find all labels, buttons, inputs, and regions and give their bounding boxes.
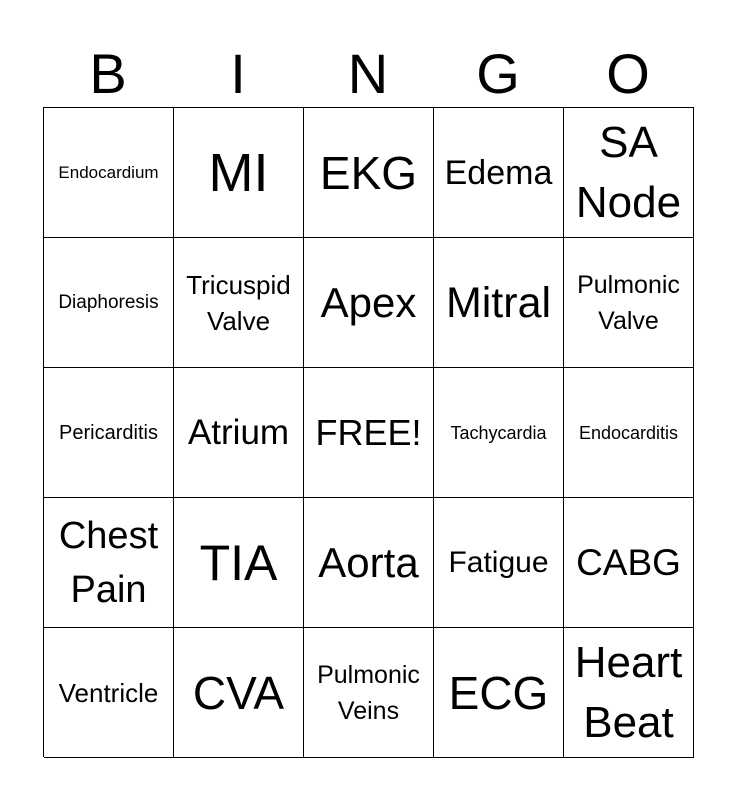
cell-text: CVA (192, 666, 285, 719)
cell-text: Mitral (445, 278, 552, 327)
header-letter-o: O (606, 42, 650, 105)
cell-text: Pericarditis (59, 421, 158, 444)
bingo-cell free-space (304, 368, 434, 498)
bingo-cell (174, 238, 304, 368)
cell-text: Ventricle (58, 677, 159, 708)
bingo-cell (44, 238, 174, 368)
bingo-cell (564, 238, 694, 368)
cell-text: Fatigue (448, 545, 549, 579)
bingo-cell (434, 628, 564, 758)
cell-text: TIA (199, 534, 278, 591)
cell-text: Tachycardia (450, 422, 547, 443)
cell-text: Endocardium (58, 162, 159, 182)
bingo-cell (304, 498, 434, 628)
cell-text: Tricuspid Valve (186, 269, 291, 336)
cell-text: ECG (448, 666, 549, 719)
cell-text: Pulmonic Valve (577, 270, 680, 335)
bingo-cell (44, 628, 174, 758)
bingo-cell (304, 238, 434, 368)
bingo-cell (174, 108, 304, 238)
cell-text: FREE! (315, 411, 422, 453)
bingo-grid (43, 107, 694, 757)
bingo-cell (564, 108, 694, 238)
bingo-cell (434, 498, 564, 628)
cell-text: MI (208, 142, 269, 203)
header-letter-b: B (89, 42, 127, 105)
bingo-cell (174, 628, 304, 758)
cell-text: Edema (444, 153, 553, 192)
cell-text: CABG (576, 541, 681, 583)
cell-text: Diaphoresis (58, 291, 159, 313)
cell-text: Aorta (318, 538, 419, 586)
bingo-header (43, 40, 693, 108)
bingo-cell (44, 368, 174, 498)
bingo-cell (564, 498, 694, 628)
cell-text: Heart Beat (574, 637, 683, 747)
bingo-cell (44, 498, 174, 628)
header-letter-n: N (347, 42, 389, 105)
bingo-cell (434, 368, 564, 498)
cell-text: EKG (319, 146, 418, 199)
header-letter-g: G (476, 42, 520, 105)
bingo-cell (434, 108, 564, 238)
cell-text: Endocarditis (578, 422, 679, 443)
cell-text: Atrium (187, 412, 290, 452)
cell-text: Chest Pain (58, 514, 159, 611)
bingo-cell (304, 108, 434, 238)
bingo-cell (44, 108, 174, 238)
cell-text: Pulmonic Veins (317, 660, 420, 725)
bingo-cell (304, 628, 434, 758)
bingo-cell (174, 368, 304, 498)
cell-text: Apex (320, 278, 417, 326)
bingo-cell (174, 498, 304, 628)
bingo-cell (434, 238, 564, 368)
bingo-cell (564, 628, 694, 758)
cell-text: SA Node (575, 117, 682, 227)
bingo-cell (564, 368, 694, 498)
header-letter-i: I (230, 42, 246, 105)
